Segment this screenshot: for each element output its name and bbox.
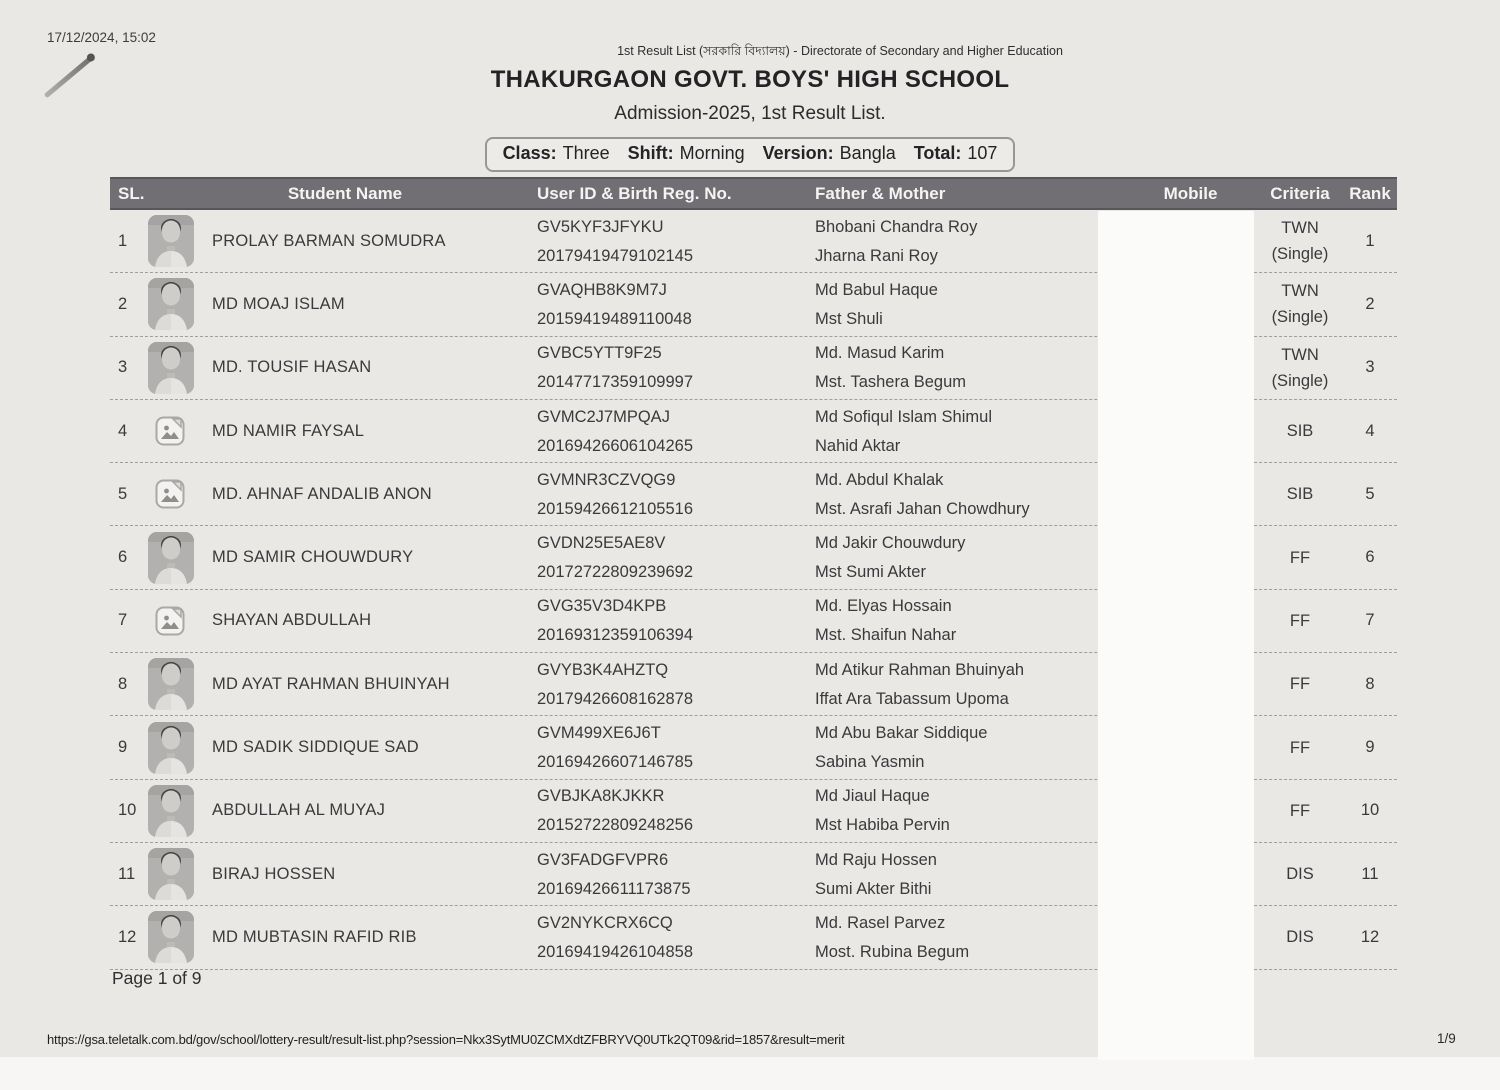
rank-value: 5 — [1365, 484, 1375, 503]
version-label: Version: — [762, 143, 834, 163]
column-header-sl: SL. — [118, 184, 145, 203]
id-cell — [537, 273, 809, 335]
rank-value: 12 — [1360, 927, 1380, 946]
sl-number: 11 — [118, 864, 136, 883]
father-name: Md Babul Haque — [815, 280, 938, 299]
sl-number: 10 — [118, 801, 137, 820]
rank-value: 7 — [1365, 611, 1375, 630]
id-cell — [537, 590, 809, 652]
mother-name: Sabina Yasmin — [815, 753, 925, 772]
user-id: GV3FADGFVPR6 — [537, 850, 669, 869]
mobile-column-white-band-artifact — [1098, 211, 1254, 1060]
father-name: Md. Elyas Hossain — [815, 597, 952, 616]
father-name: Md Jakir Chouwdury — [815, 534, 966, 553]
sl-number: 7 — [118, 611, 128, 630]
photo-cell — [148, 843, 194, 905]
student-name: BIRAJ HOSSEN — [212, 864, 336, 883]
id-cell — [537, 210, 809, 272]
rank-value: 2 — [1365, 294, 1375, 313]
class-info-box — [485, 137, 1016, 172]
father-name: Bhobani Chandra Roy — [815, 217, 978, 236]
birth-reg-no: 20169426611173875 — [537, 879, 691, 898]
birth-reg-no: 20179419479102145 — [537, 246, 694, 265]
criteria-value: SIB — [1286, 422, 1314, 441]
student-name: MD SADIK SIDDIQUE SAD — [212, 738, 419, 757]
sl-number: 6 — [118, 548, 128, 567]
id-cell — [537, 337, 809, 399]
sl-number: 8 — [118, 674, 128, 693]
parents-cell — [815, 526, 1100, 588]
student-name: SHAYAN ABDULLAH — [212, 611, 372, 630]
total-label: Total: — [913, 143, 962, 163]
version-value: Bangla — [839, 143, 896, 163]
user-id: GV2NYKCRX6CQ — [537, 913, 673, 932]
rank-value: 9 — [1365, 738, 1375, 757]
user-id: GVDN25E5AE8V — [537, 534, 666, 553]
father-name: Md Abu Bakar Siddique — [815, 724, 988, 743]
father-name: Md Jiaul Haque — [815, 787, 930, 806]
father-name: Md. Abdul Khalak — [815, 470, 944, 489]
scan-datetime: 17/12/2024, 15:02 — [47, 30, 156, 45]
student-photo — [148, 342, 194, 394]
rank-value: 11 — [1361, 864, 1379, 883]
admission-subtitle: Admission-2025, 1st Result List. — [614, 103, 886, 124]
school-title: THAKURGAON GOVT. BOYS' HIGH SCHOOL — [490, 66, 1010, 93]
parents-cell — [815, 906, 1100, 968]
birth-reg-no: 20169419426104858 — [537, 942, 694, 961]
column-header-father-mother: Father & Mother — [815, 184, 946, 203]
rank-value: 3 — [1365, 358, 1375, 377]
photo-cell — [148, 463, 194, 525]
student-name: MD NAMIR FAYSAL — [212, 421, 365, 440]
class-info-box-wrap — [0, 137, 1500, 172]
criteria-value: FF — [1289, 738, 1311, 757]
criteria-value: DIS — [1286, 928, 1314, 947]
bottom-white-strip-artifact — [0, 1057, 1500, 1090]
rank-value: 1 — [1365, 231, 1375, 250]
document-header-line: 1st Result List (সরকারি বিদ্যালয়) - Directorate of Secondary and Higher Education — [617, 44, 1063, 58]
user-id: GVMC2J7MPQAJ — [537, 407, 670, 426]
mother-name: Jharna Rani Roy — [815, 246, 938, 265]
criteria-value: SIB — [1286, 485, 1314, 504]
sl-number: 1 — [118, 231, 128, 250]
criteria-value: DIS — [1286, 865, 1314, 884]
id-cell — [537, 463, 809, 525]
user-id: GVBC5YTT9F25 — [537, 344, 662, 363]
photo-cell — [148, 337, 194, 399]
parents-cell — [815, 210, 1100, 272]
student-photo — [148, 785, 194, 837]
column-header-userid-birthreg: User ID & Birth Reg. No. — [537, 184, 732, 203]
user-id: GVG35V3D4KPB — [537, 597, 667, 616]
mother-name: Mst. Shaifun Nahar — [815, 626, 957, 645]
birth-reg-no: 20159419489110048 — [537, 309, 692, 328]
id-cell — [537, 716, 809, 778]
student-name: MD AYAT RAHMAN BHUINYAH — [212, 674, 450, 693]
photo-cell — [148, 526, 194, 588]
father-name: Md. Rasel Parvez — [815, 913, 946, 932]
mother-name: Iffat Ara Tabassum Upoma — [815, 689, 1009, 708]
birth-reg-no: 20152722809248256 — [537, 816, 694, 835]
criteria-value: TWN (Single) — [1271, 219, 1329, 264]
photo-cell — [148, 400, 194, 462]
birth-reg-no: 20159426612105516 — [537, 499, 694, 518]
sl-number: 2 — [118, 294, 128, 313]
shift-label: Shift: — [627, 143, 674, 163]
student-photo — [148, 722, 194, 774]
id-cell — [537, 653, 809, 715]
student-name: MD SAMIR CHOUWDURY — [212, 548, 414, 567]
photo-cell — [148, 653, 194, 715]
id-cell — [537, 400, 809, 462]
missing-photo-icon — [155, 606, 185, 636]
birth-reg-no: 20169312359106394 — [537, 626, 694, 645]
father-name: Md Sofiqul Islam Shimul — [815, 407, 992, 426]
footer-url: https://gsa.teletalk.com.bd/gov/school/lottery-result/result-list.php?session=Nkx3SytMU0ZCMXdtZFBRYVQ0UTk2QT09&rid=1857&result=merit — [47, 1032, 845, 1047]
user-id: GVMNR3CZVQG9 — [537, 470, 676, 489]
photo-cell — [148, 716, 194, 778]
user-id: GVM499XE6J6T — [537, 724, 661, 743]
rank-value: 6 — [1365, 548, 1375, 567]
criteria-value: FF — [1289, 611, 1311, 630]
student-photo — [148, 848, 194, 900]
sl-number: 4 — [118, 421, 128, 440]
student-photo — [148, 278, 194, 330]
parents-cell — [815, 400, 1100, 462]
mother-name: Mst. Tashera Begum — [815, 373, 967, 392]
id-cell — [537, 526, 809, 588]
photo-cell — [148, 210, 194, 272]
rank-value: 8 — [1365, 674, 1375, 693]
birth-reg-no: 20179426608162878 — [537, 689, 694, 708]
father-name: Md. Masud Karim — [815, 344, 945, 363]
id-cell — [537, 780, 809, 842]
mother-name: Most. Rubina Begum — [815, 942, 970, 961]
criteria-value: FF — [1289, 675, 1311, 694]
student-name: ABDULLAH AL MUYAJ — [212, 801, 386, 820]
birth-reg-no: 20169426607146785 — [537, 753, 694, 772]
student-photo — [148, 658, 194, 710]
column-header-rank: Rank — [1349, 184, 1391, 203]
parents-cell — [815, 337, 1100, 399]
mother-name: Mst Shuli — [815, 309, 883, 328]
photo-cell — [148, 273, 194, 335]
rank-value: 4 — [1365, 421, 1375, 440]
photo-cell — [148, 906, 194, 968]
id-cell — [537, 843, 809, 905]
class-value: Three — [562, 143, 610, 163]
student-photo — [148, 215, 194, 267]
table-header — [110, 177, 1397, 210]
missing-photo-icon — [155, 416, 185, 446]
birth-reg-no: 20147717359109997 — [537, 373, 694, 392]
student-name: MD MOAJ ISLAM — [212, 294, 345, 313]
student-name: MD. AHNAF ANDALIB ANON — [212, 484, 432, 503]
student-name: MD. TOUSIF HASAN — [212, 358, 372, 377]
parents-cell — [815, 843, 1100, 905]
student-name: PROLAY BARMAN SOMUDRA — [212, 231, 446, 250]
missing-photo-icon — [155, 479, 185, 509]
birth-reg-no: 20169426606104265 — [537, 436, 694, 455]
class-label: Class: — [502, 143, 557, 163]
mother-name: Mst Sumi Akter — [815, 563, 926, 582]
student-photo — [148, 911, 194, 963]
sl-number: 12 — [118, 927, 137, 946]
criteria-value: FF — [1289, 801, 1311, 820]
sl-number: 5 — [118, 484, 128, 503]
column-header-criteria: Criteria — [1270, 184, 1330, 203]
photo-cell — [148, 590, 194, 652]
student-photo — [148, 532, 194, 584]
page-number: 1/9 — [1437, 1031, 1456, 1046]
parents-cell — [815, 463, 1100, 525]
user-id: GVYB3K4AHZTQ — [537, 660, 669, 679]
mother-name: Sumi Akter Bithi — [815, 879, 932, 898]
parents-cell — [815, 653, 1100, 715]
user-id: GVBJKA8KJKKR — [537, 787, 665, 806]
mother-name: Nahid Aktar — [815, 436, 901, 455]
user-id: GVAQHB8K9M7J — [537, 280, 667, 299]
photo-cell — [148, 780, 194, 842]
rank-value: 10 — [1360, 801, 1380, 820]
mother-name: Mst Habiba Pervin — [815, 816, 950, 835]
id-cell — [537, 906, 809, 968]
birth-reg-no: 20172722809239692 — [537, 563, 694, 582]
criteria-value: TWN (Single) — [1271, 282, 1329, 327]
sl-number: 3 — [118, 358, 128, 377]
parents-cell — [815, 273, 1100, 335]
column-header-mobile: Mobile — [1163, 184, 1218, 203]
parents-cell — [815, 716, 1100, 778]
criteria-value: TWN (Single) — [1271, 345, 1329, 390]
father-name: Md Atikur Rahman Bhuinyah — [815, 660, 1025, 679]
user-id: GV5KYF3JFYKU — [537, 217, 664, 236]
father-name: Md Raju Hossen — [815, 850, 937, 869]
parents-cell — [815, 590, 1100, 652]
page-label: Page 1 of 9 — [112, 968, 202, 988]
shift-value: Morning — [679, 143, 745, 163]
total-value: 107 — [967, 143, 998, 163]
sl-number: 9 — [118, 738, 128, 757]
student-name: MD MUBTASIN RAFID RIB — [212, 927, 417, 946]
criteria-value: FF — [1289, 548, 1311, 567]
column-header-student-name: Student Name — [287, 184, 403, 203]
mother-name: Mst. Asrafi Jahan Chowdhury — [815, 499, 1030, 518]
parents-cell — [815, 780, 1100, 842]
